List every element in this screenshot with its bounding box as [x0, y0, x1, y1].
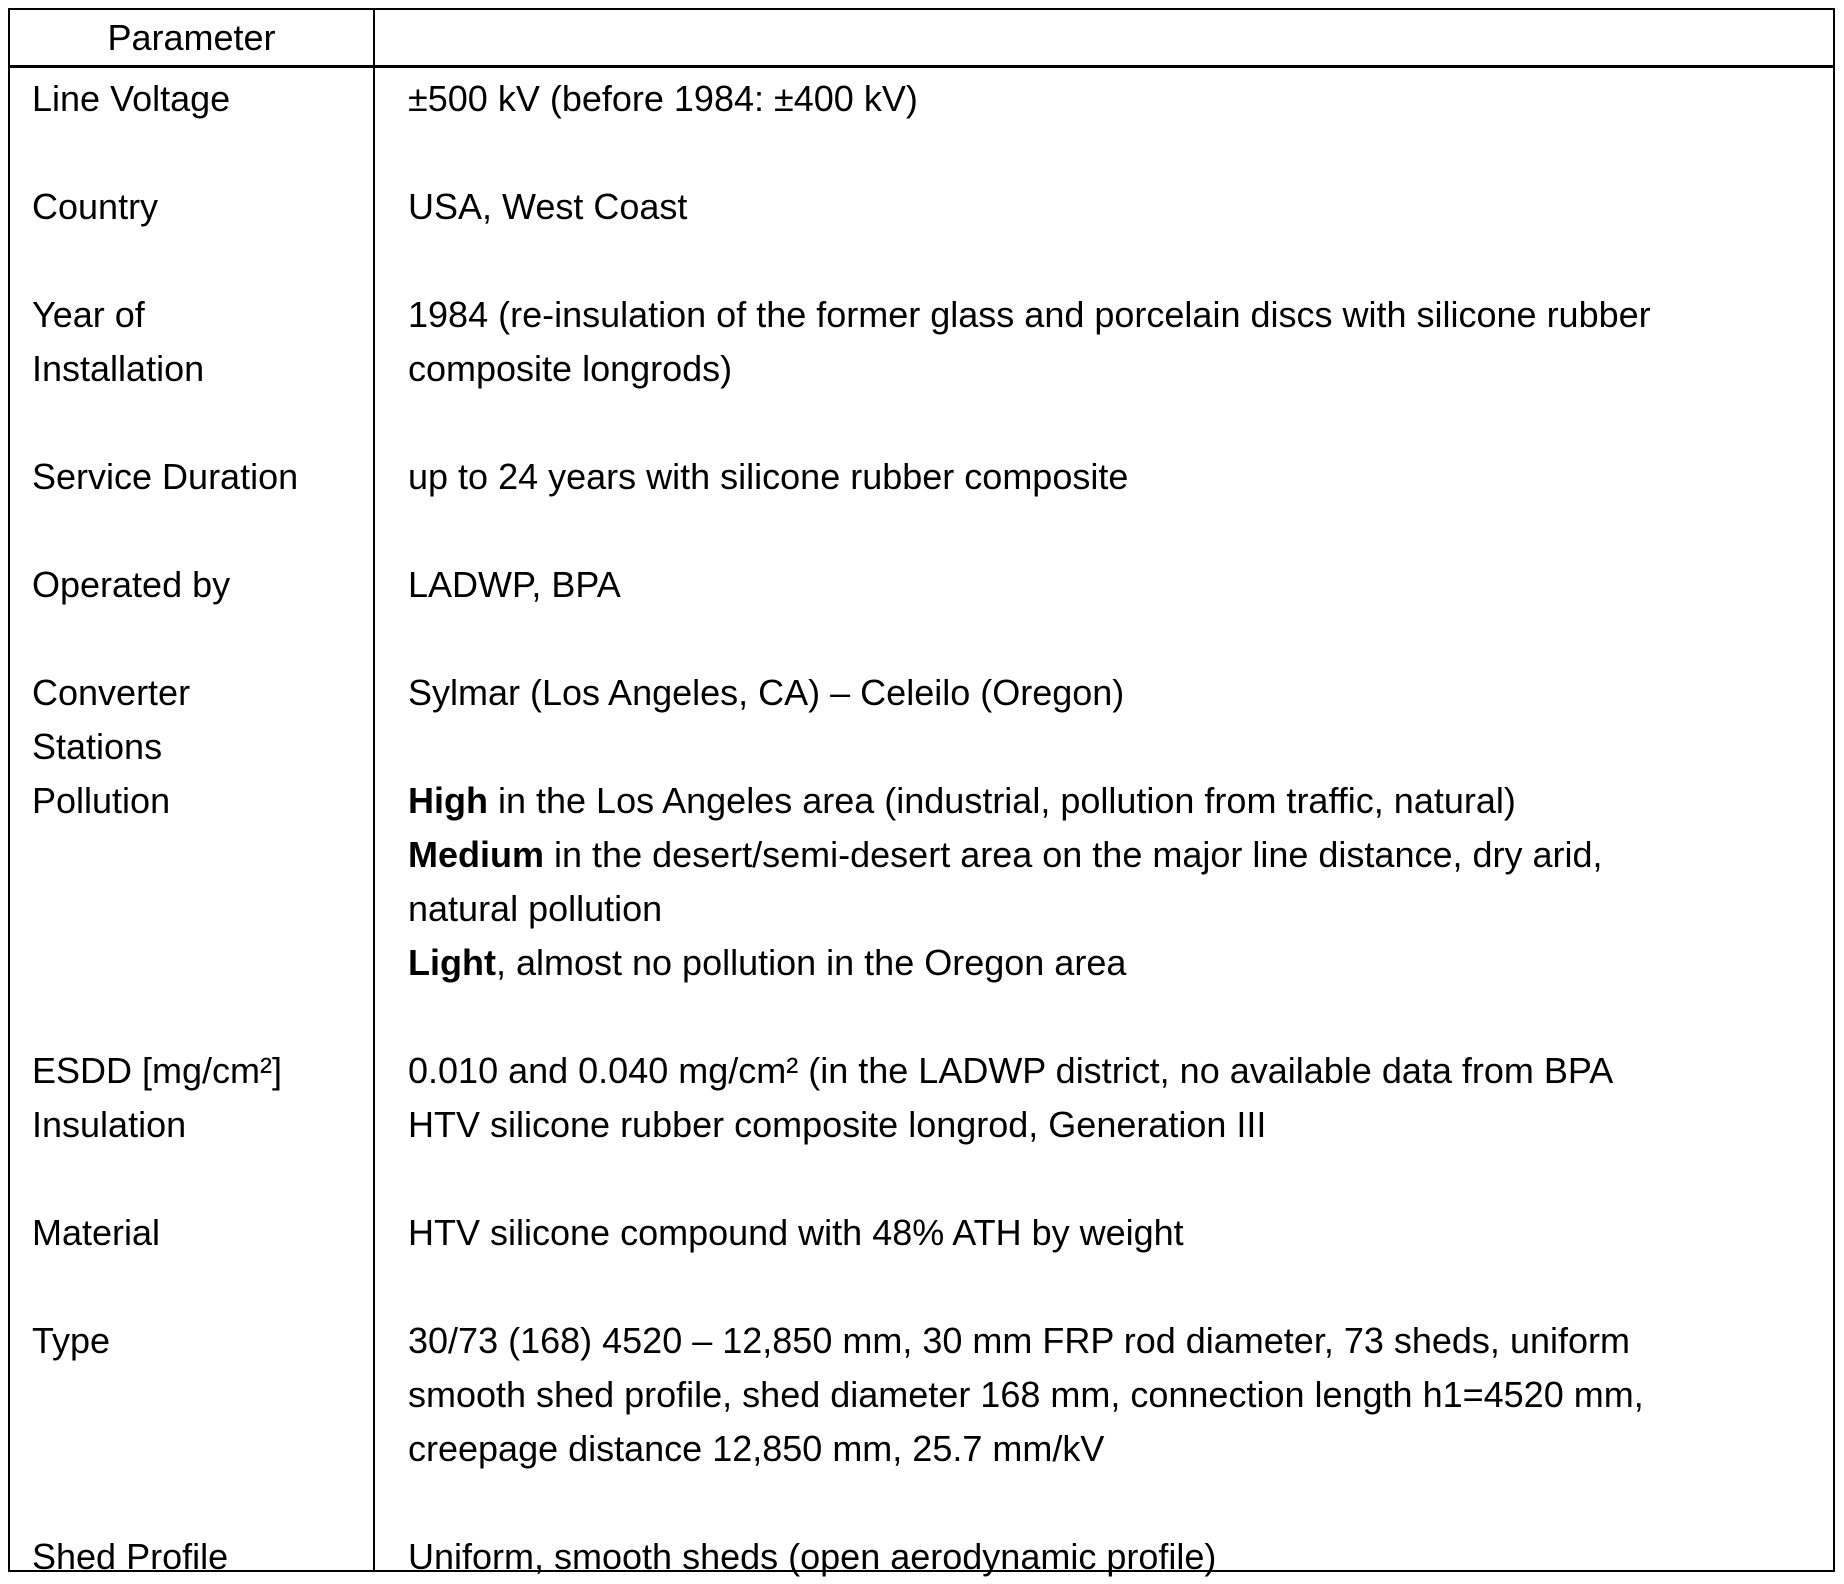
pollution-medium [408, 828, 1813, 882]
table-row [10, 450, 1833, 504]
param-cell [10, 288, 373, 396]
value-cell: Uniform, smooth sheds (open aerodynamic profile) [408, 1536, 1217, 1577]
param-cell: Material [32, 1212, 161, 1253]
pollution-high-label: High [408, 780, 488, 821]
param-cell: Operated by [32, 564, 231, 605]
header-rule [10, 65, 1833, 68]
value-cell [373, 288, 1833, 396]
pollution-light-label: Light [408, 942, 496, 983]
table-row [10, 1314, 1833, 1476]
param-cell: Pollution [32, 780, 171, 821]
pollution-medium-text: in the desert/semi-desert area on the major line distance, dry arid, [544, 834, 1603, 875]
param-cell: Country [32, 186, 159, 227]
value-cell: up to 24 years with silicone rubber composite [408, 456, 1129, 497]
pollution-light [408, 936, 1813, 990]
value-cell [373, 1314, 1833, 1476]
value-line: 1984 (re-insulation of the former glass and porcelain discs with silicone rubber [408, 294, 1651, 335]
pollution-high-text: in the Los Angeles area (industrial, pollution from traffic, natural) [487, 780, 1516, 821]
table-row [10, 1206, 1833, 1260]
value-cell [373, 774, 1833, 990]
param-cell: Shed Profile [32, 1536, 229, 1577]
param-line: Installation [32, 348, 205, 389]
value-cell: LADWP, BPA [408, 564, 621, 605]
param-cell: ESDD [mg/cm²] [32, 1050, 283, 1091]
param-cell [10, 666, 373, 774]
param-cell: Insulation [32, 1104, 187, 1145]
value-cell: Sylmar (Los Angeles, CA) – Celeilo (Oregon) [408, 672, 1125, 713]
value-cell: USA, West Coast [408, 186, 688, 227]
table-row [10, 1098, 1833, 1152]
table-body [10, 72, 1833, 1584]
table-row [10, 1530, 1833, 1584]
table-row [10, 666, 1833, 774]
pollution-medium-label: Medium [408, 834, 545, 875]
table-row [10, 1044, 1833, 1098]
param-line: Converter [32, 672, 191, 713]
table-row [10, 72, 1833, 126]
param-cell: Service Duration [32, 456, 299, 497]
value-cell: HTV silicone rubber composite longrod, Generation III [408, 1104, 1267, 1145]
table-row [10, 774, 1833, 990]
value-cell: HTV silicone compound with 48% ATH by weight [408, 1212, 1184, 1253]
table-row [10, 288, 1833, 396]
param-line: Year of [32, 294, 145, 335]
table-row [10, 180, 1833, 234]
table-row [10, 558, 1833, 612]
value-line: smooth shed profile, shed diameter 168 mm, connection length h1=4520 mm, [408, 1374, 1644, 1415]
value-line: 30/73 (168) 4520 – 12,850 mm, 30 mm FRP rod diameter, 73 sheds, uniform [408, 1320, 1630, 1361]
param-cell: Line Voltage [32, 78, 231, 119]
value-line: composite longrods) [408, 348, 733, 389]
pollution-high [408, 774, 1813, 828]
pollution-light-text: , almost no pollution in the Oregon area [495, 942, 1127, 983]
value-line: creepage distance 12,850 mm, 25.7 mm/kV [408, 1428, 1105, 1469]
parameter-table [8, 8, 1835, 1577]
pollution-medium-cont: natural pollution [408, 888, 663, 929]
value-cell: 0.010 and 0.040 mg/cm² (in the LADWP district, no available data from BPA [408, 1050, 1614, 1091]
header-parameter: Parameter [107, 16, 276, 58]
param-cell: Type [32, 1320, 111, 1361]
value-cell: ±500 kV (before 1984: ±400 kV) [408, 78, 918, 119]
param-line: Stations [32, 726, 163, 767]
